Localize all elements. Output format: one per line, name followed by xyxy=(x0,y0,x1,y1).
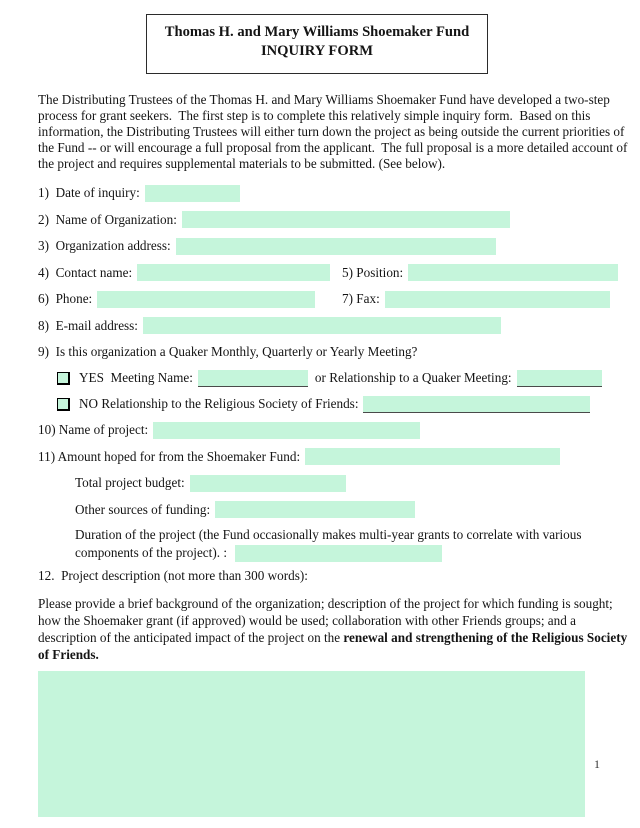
fax-field[interactable] xyxy=(385,291,610,308)
row-other-funding xyxy=(38,497,618,524)
row-project-name xyxy=(38,417,618,444)
intro-line: the project and requires supplemental materials to be submitted. (See below). xyxy=(38,156,446,171)
row-phone-fax xyxy=(38,286,618,313)
row-quaker-question xyxy=(38,339,618,365)
intro-line: information, the Distributing Trustees will either turn down the project as being outside the current priorities of xyxy=(38,124,625,139)
total-budget-field[interactable] xyxy=(190,475,346,492)
intro-line: process for grant seekers. The first step is to complete this relatively simple inquiry form. Based on this xyxy=(38,108,591,123)
date-of-inquiry-field[interactable] xyxy=(145,185,240,202)
email-label: 8) E-mail address: xyxy=(38,317,138,333)
other-funding-label: Other sources of funding: xyxy=(75,501,211,517)
friends-relationship-field[interactable] xyxy=(363,396,590,413)
form-subtitle: INQUIRY FORM xyxy=(260,43,374,59)
row-date-of-inquiry xyxy=(38,180,618,207)
organization-name-label: 2) Name of Organization: xyxy=(38,211,177,227)
position-label: 5) Position: xyxy=(342,264,404,280)
row-email xyxy=(38,313,618,340)
organization-address-label: 3) Organization address: xyxy=(38,238,171,254)
amount-hoped-label: 11) Amount hoped for from the Shoemaker Fund: xyxy=(38,448,301,464)
row-project-description xyxy=(38,563,618,589)
quaker-question-label: 9) Is this organization a Quaker Monthly, Quarterly or Yearly Meeting? xyxy=(38,344,418,359)
closing-line3-bold: renewal and strengthening of the Religious Society xyxy=(343,630,628,645)
row-organization-address xyxy=(38,233,618,260)
meeting-name-field[interactable] xyxy=(198,370,308,387)
organization-address-field[interactable] xyxy=(176,238,496,255)
intro-line: The Distributing Trustees of the Thomas H. and Mary Williams Shoemaker Fund have developed a two-step xyxy=(38,92,610,107)
row-duration xyxy=(38,543,618,563)
intro-line: the Fund -- or will encourage a full proposal from the applicant. The full proposal is a more detailed account of xyxy=(38,140,628,155)
project-name-label: 10) Name of project: xyxy=(38,422,149,438)
closing-line xyxy=(38,629,628,646)
or-relationship-label: or Relationship to a Quaker Meeting: xyxy=(314,370,512,385)
date-of-inquiry-label: 1) Date of inquiry: xyxy=(38,185,140,201)
row-total-budget xyxy=(38,470,618,497)
row-amount-hoped xyxy=(38,444,618,471)
row-quaker-no xyxy=(38,391,618,417)
closing-line3-regular: description of the anticipated impact of the project on the xyxy=(38,630,344,645)
duration-label-line2: components of the project). : xyxy=(75,545,227,560)
fax-label: 7) Fax: xyxy=(342,291,380,307)
form-title: Thomas H. and Mary Williams Shoemaker Fund xyxy=(164,24,470,40)
no-checkbox[interactable] xyxy=(57,398,70,411)
organization-name-field[interactable] xyxy=(182,211,510,228)
no-relationship-label: NO Relationship to the Religious Society of Friends: xyxy=(79,396,359,411)
closing-line: how the Shoemaker grant (if approved) would be used; collaboration with other Friends groups; and a xyxy=(38,613,576,628)
page-number: 1 xyxy=(594,757,600,771)
duration-field[interactable] xyxy=(235,545,442,562)
closing-line4-bold: of Friends. xyxy=(38,647,99,662)
row-contact-position xyxy=(38,260,618,287)
quaker-relationship-field[interactable] xyxy=(517,370,602,387)
phone-field[interactable] xyxy=(97,291,315,308)
contact-name-field[interactable] xyxy=(137,264,330,281)
phone-label: 6) Phone: xyxy=(38,291,93,307)
total-budget-label: Total project budget: xyxy=(75,475,185,491)
other-funding-field[interactable] xyxy=(215,501,415,518)
yes-meeting-name-label: YES Meeting Name: xyxy=(79,370,193,385)
form-title-box xyxy=(146,14,488,74)
intro-paragraph xyxy=(38,92,628,172)
email-field[interactable] xyxy=(143,317,501,334)
closing-paragraph xyxy=(38,595,628,663)
amount-hoped-field[interactable] xyxy=(305,448,560,465)
project-description-label: 12. Project description (not more than 300 words): xyxy=(38,568,308,583)
row-quaker-yes xyxy=(38,365,618,391)
contact-name-label: 4) Contact name: xyxy=(38,264,133,280)
closing-line: Please provide a brief background of the organization; description of the project for which funding is sought; xyxy=(38,596,613,611)
duration-label-line1: Duration of the project (the Fund occasionally makes multi-year grants to correlate with various xyxy=(75,527,582,542)
project-description-field[interactable] xyxy=(38,671,585,817)
position-field[interactable] xyxy=(408,264,618,281)
yes-checkbox[interactable] xyxy=(57,372,70,385)
project-name-field[interactable] xyxy=(153,422,420,439)
row-organization-name xyxy=(38,207,618,234)
